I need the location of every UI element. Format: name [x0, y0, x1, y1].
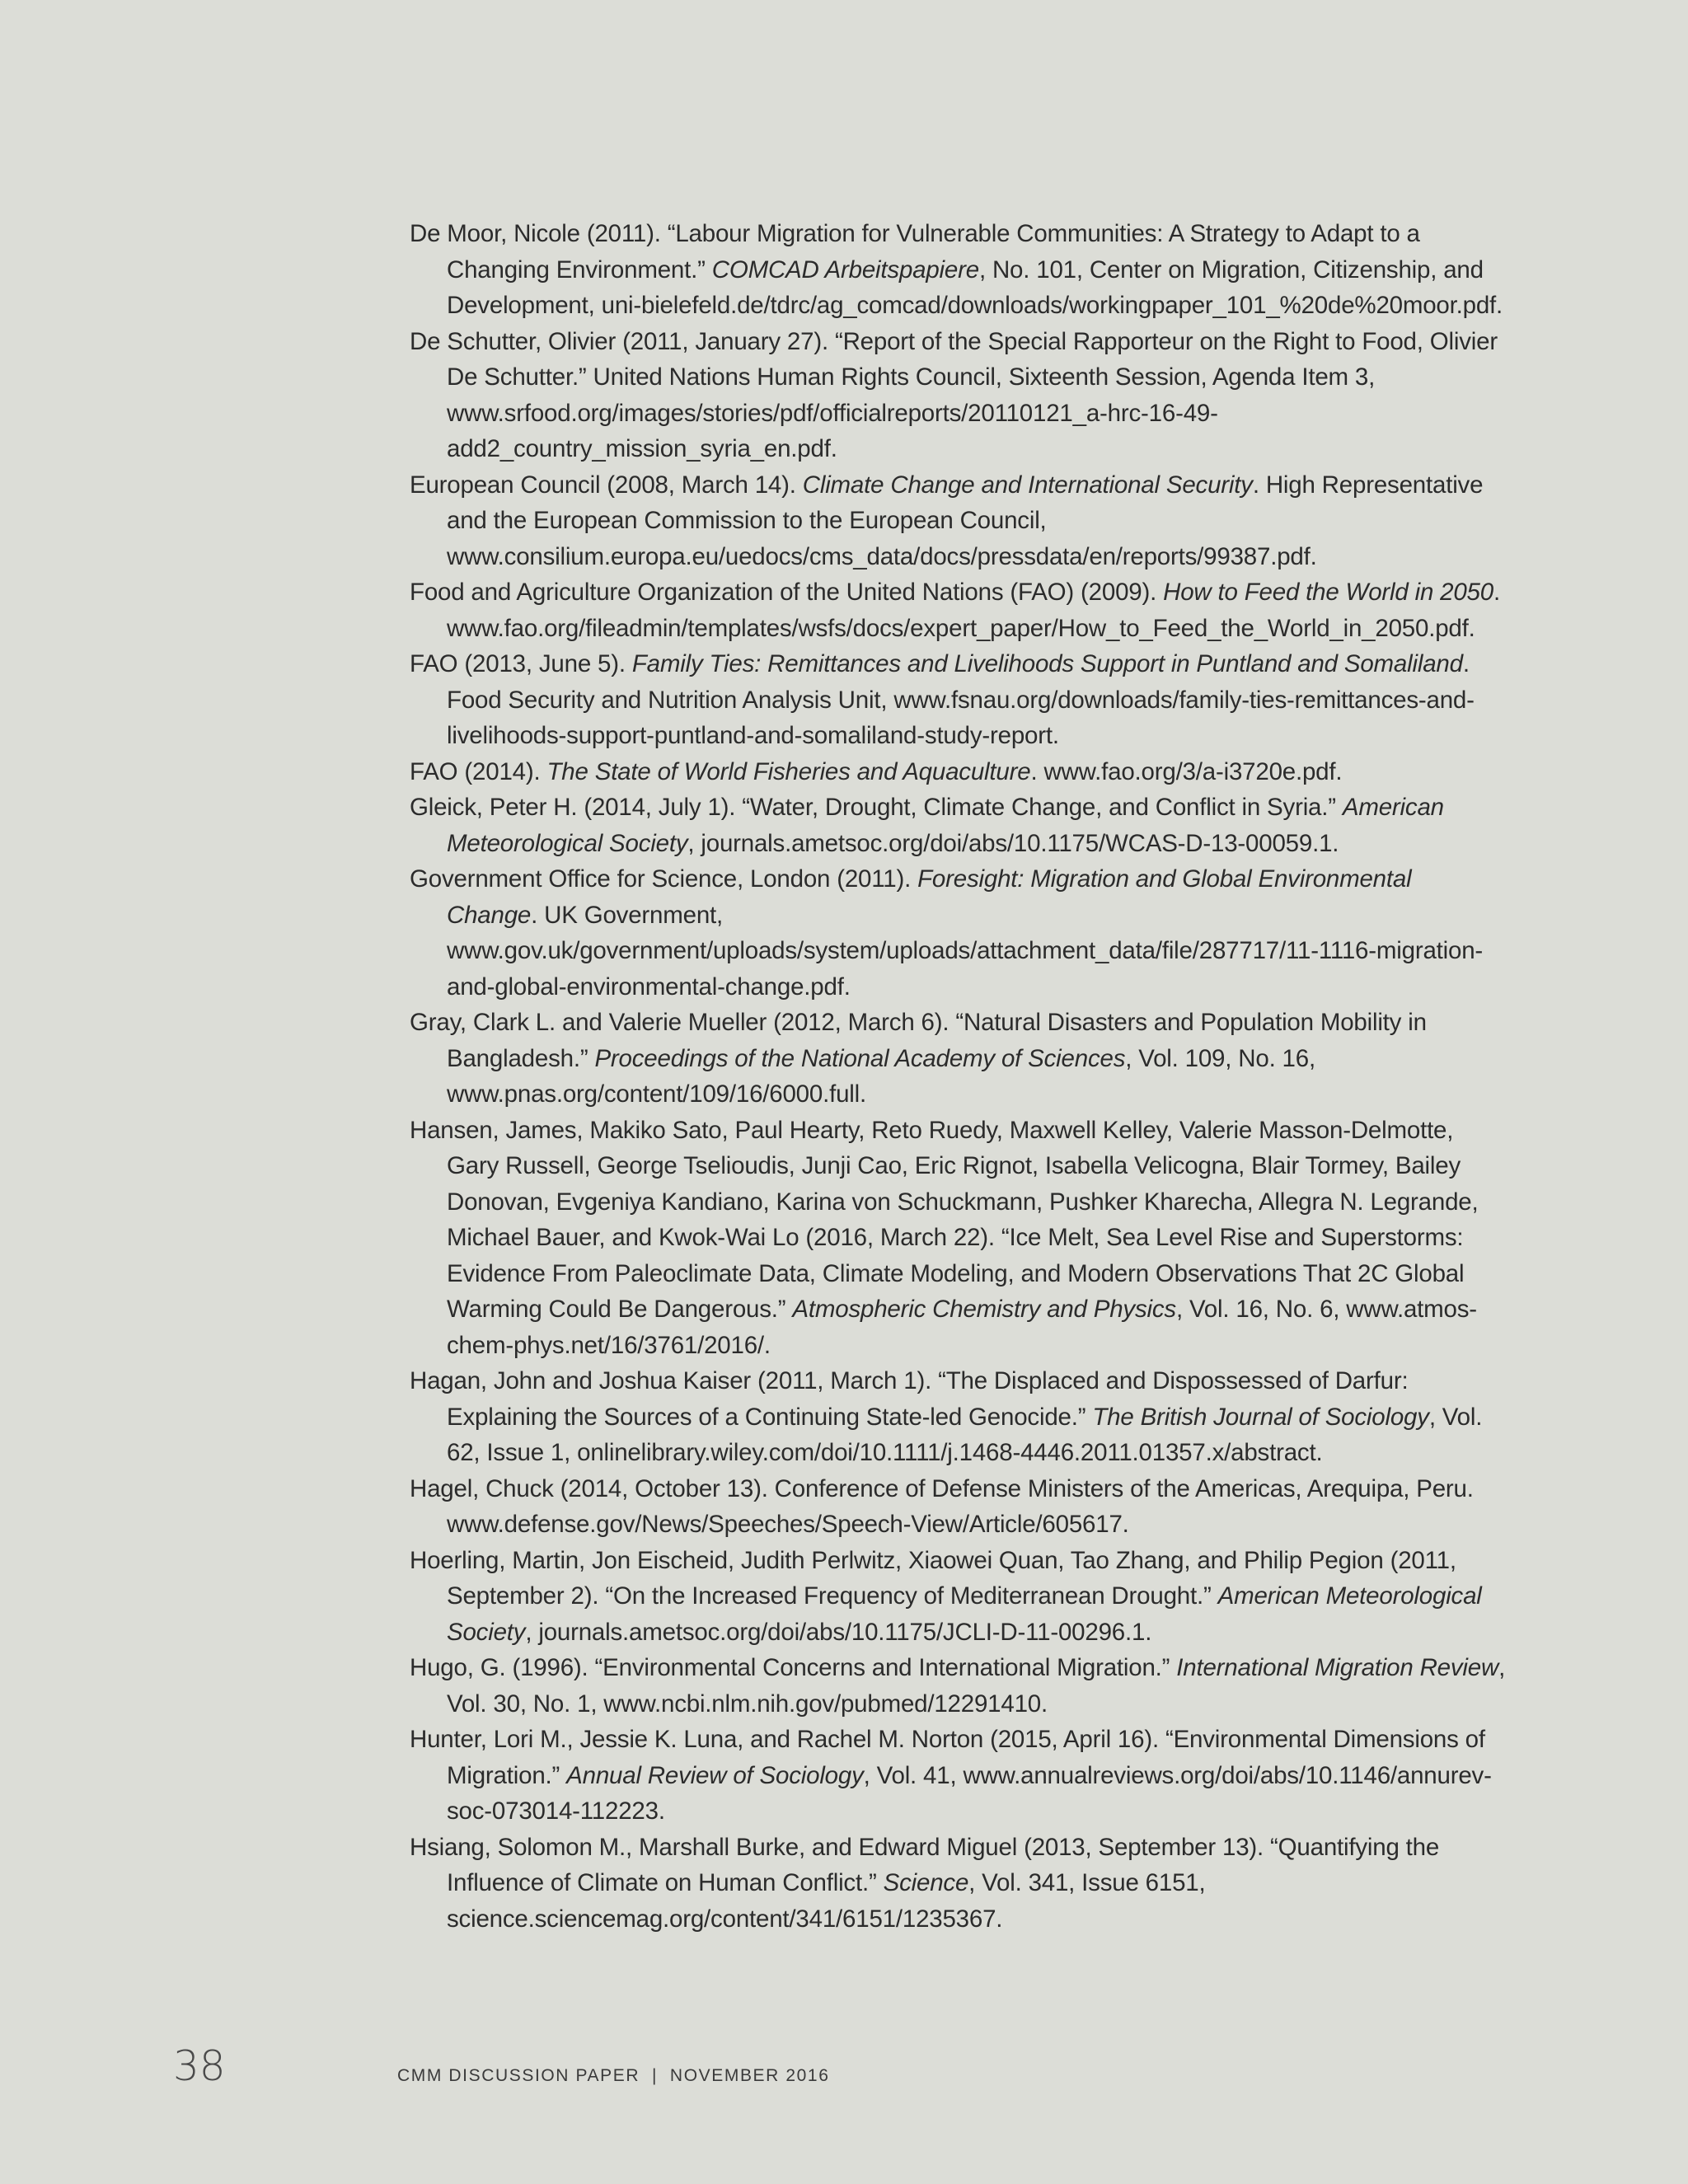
- page-number: 38: [173, 2042, 226, 2090]
- reference-entry: [410, 1543, 1506, 1651]
- reference-entry: [410, 1005, 1506, 1113]
- reference-title: International Migration Review: [1176, 1654, 1499, 1681]
- reference-text: Hsiang, Solomon M., Marshall Burke, and Edward Miguel (2013, September 13). “Quantifying the Influence of Climate on Human Conflict.”: [410, 1833, 1440, 1896]
- reference-entry: [410, 1113, 1506, 1364]
- reference-entry: [410, 1722, 1506, 1830]
- reference-entry: [410, 646, 1506, 754]
- reference-text: Hagan, John and Joshua Kaiser (2011, March 1). “The Displaced and Dispossessed of Darfur: Explaining the Sources of a Continuing State-led Genocide.”: [410, 1367, 1409, 1431]
- reference-text: , Vol. 30, No. 1, www.ncbi.nlm.nih.gov/pubmed/12291410.: [447, 1654, 1506, 1718]
- reference-entry: [410, 790, 1506, 861]
- reference-title: Proceedings of the National Academy of Sciences: [594, 1044, 1126, 1072]
- reference-text: Government Office for Science, London (2011).: [410, 865, 918, 893]
- reference-title: The British Journal of Sociology: [1092, 1403, 1429, 1431]
- reference-entry: [410, 754, 1506, 790]
- reference-text: De Moor, Nicole (2011). “Labour Migration for Vulnerable Communities: A Strategy to Adapt to a Changing Environment.”: [410, 220, 1420, 284]
- reference-title: Annual Review of Sociology: [566, 1761, 864, 1789]
- reference-text: Gray, Clark L. and Valerie Mueller (2012, March 6). “Natural Disasters and Population Mobility in Bangladesh.”: [410, 1009, 1427, 1072]
- reference-text: , Vol. 16, No. 6, www.atmos-chem-phys.net/16/3761/2016/.: [447, 1296, 1477, 1359]
- reference-title: Family Ties: Remittances and Livelihoods Support in Puntland and Somaliland: [631, 650, 1463, 677]
- reference-text: De Schutter, Olivier (2011, January 27). “Report of the Special Rapporteur on the Right to Food, Olivier De Schutter.” United Nations Human Rights Council, Sixteenth Session, Agenda Item 3, www.srfood.org/images/stories/pdf/officialreports/20110121_a-hrc-16-49-add2_country_mission_syria_en.pdf.: [410, 327, 1498, 462]
- reference-text: . High Representative and the European Commission to the European Council, www.consilium.europa.eu/uedocs/cms_data/docs/pressdata/en/reports/99387.pdf.: [447, 471, 1484, 570]
- reference-title: Science: [883, 1869, 969, 1896]
- reference-text: Hoerling, Martin, Jon Eischeid, Judith Perlwitz, Xiaowei Quan, Tao Zhang, and Philip Pegion (2011, September 2). “On the Increased Frequency of Mediterranean Drought.”: [410, 1546, 1456, 1610]
- reference-text: Hansen, James, Makiko Sato, Paul Hearty, Reto Ruedy, Maxwell Kelley, Valerie Masson-Delmotte, Gary Russell, George Tselioudis, Junji Cao, Eric Rignot, Isabella Velicogna, Blair Tormey, Bailey Donovan, Evgeniya Kandiano, Karina von Schuckmann, Pushker Kharecha, Allegra N. Legrande, Michael Bauer, and Kwok-Wai Lo (2016, March 22). “Ice Melt, Sea Level Rise and Superstorms: Evidence From Paleoclimate Data, Climate Modeling, and Modern Observations That 2C Global Warming Could Be Dangerous.”: [410, 1116, 1479, 1323]
- reference-entry: [410, 467, 1506, 575]
- reference-text: , No. 101, Center on Migration, Citizenship, and Development, uni-bielefeld.de/tdrc/ag_comcad/downloads/workingpaper_101_%20de%20moor.pdf.: [447, 255, 1503, 319]
- reference-title: Climate Change and International Security: [802, 471, 1253, 499]
- reference-text: FAO (2013, June 5).: [410, 650, 632, 677]
- reference-text: , Vol. 109, No. 16, www.pnas.org/content/109/16/6000.full.: [447, 1044, 1315, 1108]
- reference-entry: [410, 574, 1506, 646]
- reference-text: FAO (2014).: [410, 757, 547, 785]
- reference-text: Hunter, Lori M., Jessie K. Luna, and Rachel M. Norton (2015, April 16). “Environmental Dimensions of Migration.”: [410, 1726, 1485, 1789]
- reference-title: American Meteorological Society: [447, 794, 1444, 857]
- reference-text: . www.fao.org/3/a-i3720e.pdf.: [1030, 757, 1343, 785]
- reference-text: , journals.ametsoc.org/doi/abs/10.1175/WCAS-D-13-00059.1.: [687, 829, 1339, 857]
- reference-title: Foresight: Migration and Global Environmental Change: [447, 865, 1412, 929]
- reference-text: , Vol. 341, Issue 6151, science.sciencemag.org/content/341/6151/1235367.: [447, 1869, 1206, 1933]
- reference-entry: [410, 1471, 1506, 1543]
- running-footer: CMM DISCUSSION PAPER | NOVEMBER 2016: [397, 2066, 830, 2085]
- reference-title: American Meteorological Society: [447, 1582, 1482, 1646]
- reference-text: Hugo, G. (1996). “Environmental Concerns and International Migration.”: [410, 1654, 1177, 1681]
- reference-title: The State of World Fisheries and Aquaculture: [546, 757, 1031, 785]
- reference-title: Atmospheric Chemistry and Physics: [792, 1296, 1176, 1323]
- reference-text: . Food Security and Nutrition Analysis Unit, www.fsnau.org/downloads/family-ties-remittances-and-livelihoods-support-puntland-and-somaliland-study-report.: [447, 650, 1475, 749]
- reference-list: [410, 216, 1506, 1937]
- reference-entry: [410, 324, 1506, 467]
- reference-entry: [410, 1830, 1506, 1938]
- reference-text: , journals.ametsoc.org/doi/abs/10.1175/JCLI-D-11-00296.1.: [525, 1618, 1152, 1646]
- reference-title: COMCAD Arbeitspapiere: [711, 255, 979, 284]
- reference-title: How to Feed the World in 2050: [1163, 579, 1493, 606]
- reference-text: Gleick, Peter H. (2014, July 1). “Water, Drought, Climate Change, and Conflict in Syria.”: [410, 794, 1343, 821]
- reference-entry: [410, 216, 1506, 324]
- reference-text: . www.fao.org/fileadmin/templates/wsfs/docs/expert_paper/How_to_Feed_the_World_in_2050.pdf.: [447, 579, 1500, 642]
- reference-text: Food and Agriculture Organization of the United Nations (FAO) (2009).: [410, 579, 1164, 606]
- reference-entry: [410, 1363, 1506, 1471]
- reference-text: . UK Government, www.gov.uk/government/uploads/system/uploads/attachment_data/file/287717/11-1116-migration-and-global-environmental-change.pdf.: [447, 901, 1484, 1001]
- reference-text: Hagel, Chuck (2014, October 13). Conference of Defense Ministers of the Americas, Arequipa, Peru. www.defense.gov/News/Speeches/Speech-View/Article/605617.: [410, 1474, 1474, 1538]
- reference-text: , Vol. 41, www.annualreviews.org/doi/abs/10.1146/annurev-soc-073014-112223.: [447, 1761, 1492, 1825]
- reference-entry: [410, 861, 1506, 1005]
- reference-text: , Vol. 62, Issue 1, onlinelibrary.wiley.com/doi/10.1111/j.1468-4446.2011.01357.x/abstract.: [447, 1403, 1483, 1466]
- reference-text: European Council (2008, March 14).: [410, 471, 803, 499]
- reference-entry: [410, 1650, 1506, 1722]
